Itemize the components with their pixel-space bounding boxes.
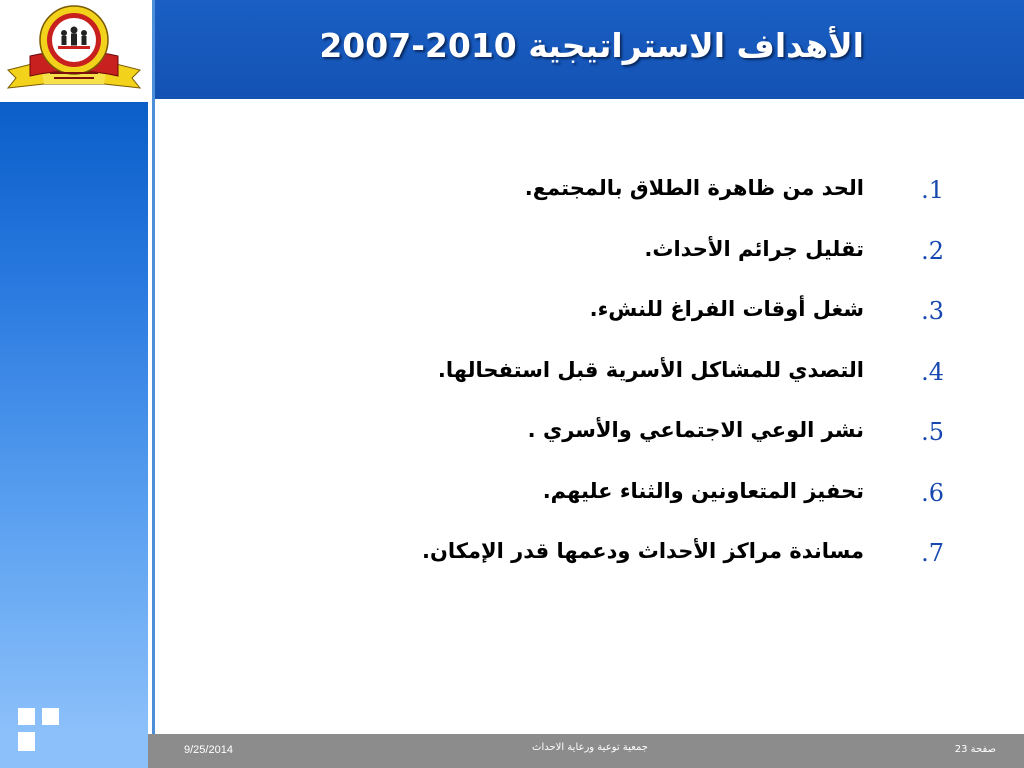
footer-date: 9/25/2014 — [184, 744, 233, 756]
list-item — [384, 231, 944, 292]
divider-stripe-blue — [152, 0, 155, 734]
list-item-text: التصدي للمشاكل الأسرية قبل استفحالها. — [437, 357, 864, 382]
decorative-square-icon — [18, 708, 35, 725]
logo-area — [0, 0, 148, 102]
footer-organization: جمعية توعية ورعاية الاحداث — [532, 742, 648, 753]
list-item-text: مساندة مراكز الأحداث ودعمها قدر الإمكان. — [422, 539, 864, 563]
list-item-number: .7 — [921, 539, 944, 567]
list-item-text: شغل أوقات الفراغ للنشء. — [589, 297, 864, 321]
list-item — [384, 352, 944, 413]
list-item — [384, 473, 944, 534]
organization-logo-icon — [0, 0, 148, 102]
left-decorative-column — [0, 102, 148, 734]
list-item-number: .3 — [921, 297, 944, 325]
list-item — [384, 412, 944, 473]
decorative-square-icon — [18, 734, 35, 751]
list-item-number: .2 — [921, 236, 944, 265]
list-item-number: .4 — [921, 357, 944, 386]
list-item-text: تقليل جرائم الأحداث. — [644, 236, 864, 261]
slide-title: الأهداف الاستراتيجية 2010-2007 — [319, 26, 864, 65]
list-item — [384, 170, 944, 231]
list-item-text: الحد من ظاهرة الطلاق بالمجتمع. — [524, 176, 864, 200]
list-item — [384, 533, 944, 594]
goals-list — [384, 170, 944, 594]
list-item-text: تحفيز المتعاونين والثناء عليهم. — [542, 478, 864, 503]
footer-page-number: صفحة 23 — [954, 744, 996, 755]
list-item — [384, 291, 944, 352]
list-item-number: .1 — [921, 176, 944, 204]
list-item-number: .6 — [921, 478, 944, 507]
list-item-number: .5 — [921, 418, 944, 446]
list-item-text: نشر الوعي الاجتماعي والأسري . — [527, 418, 864, 442]
decorative-square-icon — [42, 708, 59, 725]
